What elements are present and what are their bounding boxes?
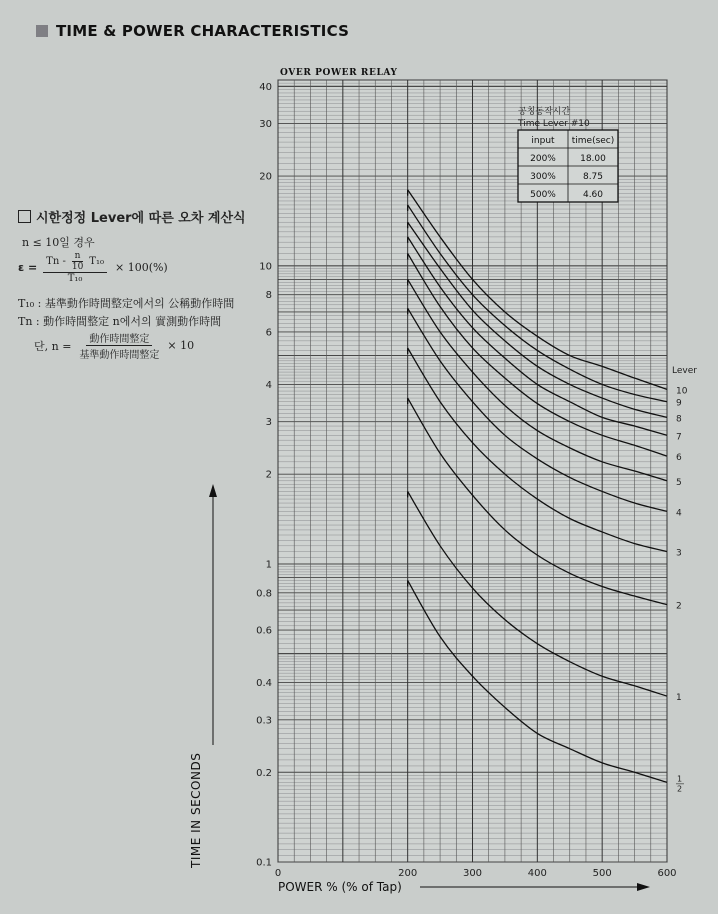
series-label: 6 (676, 453, 682, 464)
y-tick-label: 20 (259, 171, 272, 183)
y-tick-label: 0.6 (256, 625, 272, 637)
y-tick-label: 6 (265, 327, 272, 339)
table-cell: 300% (530, 172, 556, 182)
legend-title: Lever (672, 366, 697, 376)
y-tick-label: 30 (259, 119, 272, 131)
y-tick-label: 10 (259, 261, 272, 273)
y-tick-label: 0.3 (256, 715, 272, 727)
times-100: × 100(%) (114, 261, 168, 274)
y-tick-label: 4 (265, 379, 272, 391)
series-label: 1 (676, 693, 682, 704)
epsilon-label: ε = (18, 261, 38, 274)
n-denominator: 基準動作時間整定 (79, 350, 160, 361)
y-tick-label: 0.2 (256, 767, 272, 779)
table-header-cell: time(sec) (571, 136, 615, 146)
series-label: 3 (676, 548, 682, 559)
x-tick-label: 500 (592, 868, 612, 879)
series-label: 9 (676, 398, 682, 409)
y-tick-label: 2 (265, 469, 272, 481)
dan-prefix: 단, n = (34, 339, 72, 353)
table-cell: 8.75 (582, 172, 604, 182)
y-axis-label: TIME IN SECONDS (189, 752, 203, 868)
series-label: 2 (677, 784, 683, 794)
ten-term: 10 (71, 262, 84, 272)
y-tick-label: 0.4 (256, 678, 272, 690)
x-tick-label: 400 (527, 868, 547, 879)
def-t10: T₁₀ : 基準動作時間整定에서의 公稱動作時間 (18, 297, 235, 310)
y-tick-label: 0.8 (256, 588, 272, 600)
x-tick-label: 300 (462, 868, 483, 879)
y-axis-arrow-head (209, 484, 217, 497)
epsilon-denominator: T₁₀ (67, 273, 83, 284)
table-cell: 18.00 (580, 154, 606, 164)
n-term: n (72, 251, 84, 262)
table-cell: 500% (530, 190, 556, 200)
tn-term: Tn - (46, 256, 66, 267)
table-cell: 4.60 (582, 190, 604, 200)
table-subtitle: Time Lever #10 (518, 119, 590, 129)
series-label: 5 (676, 477, 682, 488)
y-tick-label: 1 (265, 559, 272, 571)
series-label: 4 (676, 508, 682, 519)
series-label: 8 (676, 414, 682, 425)
note-condition: n ≤ 10일 경우 (22, 236, 95, 249)
chart-title: OVER POWER RELAY (280, 68, 398, 78)
y-tick-label: 40 (259, 81, 272, 93)
series-label: 1 (677, 774, 683, 784)
table-cell: 200% (530, 154, 556, 164)
note-title-text: 시한정정 Lever에 따른 오차 계산식 (36, 211, 246, 226)
t10-term: T₁₀ (89, 256, 104, 267)
x-axis-label: POWER % (% of Tap) (278, 880, 402, 894)
x-tick-label: 200 (398, 868, 418, 879)
def-tn: Tn : 動作時間整定 n에서의 實測動作時間 (18, 315, 222, 328)
series-label: 10 (676, 386, 688, 397)
table-header-cell: input (531, 136, 555, 146)
series-label: 2 (676, 601, 682, 612)
y-tick-label: 3 (265, 417, 272, 429)
n-numerator: 動作時間整定 (86, 330, 152, 346)
y-tick-label: 8 (265, 290, 272, 302)
x-tick-label: 600 (657, 868, 677, 879)
page-title: TIME & POWER CHARACTERISTICS (56, 22, 350, 40)
x-axis-arrow-head (637, 883, 650, 891)
y-tick-label: 0.1 (256, 857, 272, 869)
x-tick-label: 0 (274, 868, 282, 879)
dan-suffix: × 10 (167, 339, 195, 352)
table-title: 공칭동작시간 (518, 107, 571, 117)
series-label: 7 (676, 432, 682, 443)
